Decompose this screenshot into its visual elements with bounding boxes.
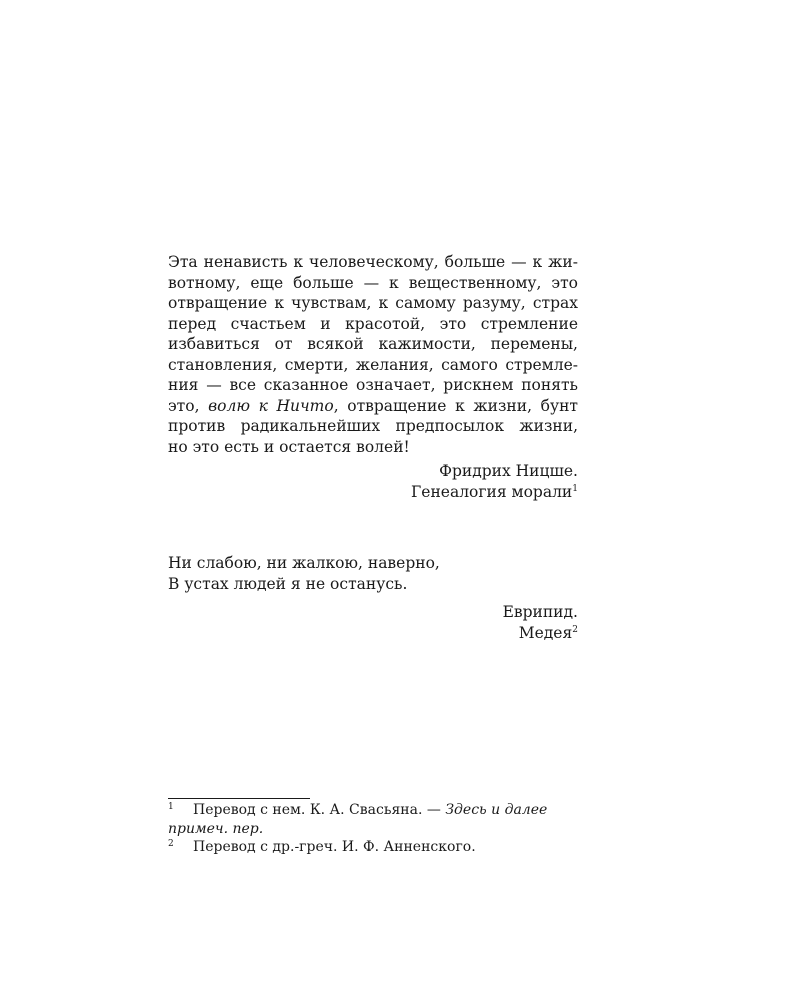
footnote-item	[168, 838, 578, 857]
epigraph-nietzsche	[168, 252, 578, 503]
epigraph-line: перед счастьем и красотой, это стремление	[168, 314, 578, 333]
epigraph-work-title: Медея	[518, 624, 573, 642]
epigraph-attribution	[168, 461, 578, 503]
epigraph-line-with-italic	[168, 396, 578, 417]
footnote-italic: Здесь и далее	[445, 802, 548, 818]
footnote-italic: примеч. пер.	[168, 820, 264, 837]
epigraph-attribution	[168, 602, 578, 644]
footnotes	[168, 801, 578, 857]
verse-line: Ни слабою, ни жалкою, наверно,	[168, 554, 440, 572]
epigraph-author: Фридрих Ницше.	[439, 462, 578, 480]
verse-line: В устах людей я не останусь.	[168, 574, 408, 593]
epigraph-line: против радикальнейших предпосылок жизни,	[168, 417, 578, 435]
epigraph-text: , отвращение к жизни, бунт	[333, 396, 578, 415]
footnote-mark: 2	[168, 839, 174, 849]
epigraph-work	[168, 482, 578, 503]
epigraph-line: Эта ненависть к человеческому, больше — к жи-	[168, 253, 578, 271]
epigraph-italic-phrase: волю к Ничто	[208, 396, 334, 415]
footnote-reference[interactable]: 1	[572, 484, 578, 494]
footnote-text-continued	[168, 820, 578, 839]
epigraph-line: избавиться от всякой кажимости, перемены,	[168, 335, 578, 353]
footnote-item	[168, 801, 578, 838]
epigraph-line: становления, смерти, желания, самого стремле-	[168, 355, 578, 374]
footnote-text: Перевод с др.-греч. И. Ф. Анненского.	[193, 839, 476, 855]
epigraph-author: Еврипид.	[502, 603, 578, 621]
footnote-reference[interactable]: 2	[572, 625, 578, 635]
epigraph-line: ния — все сказанное означает, рискнем понять	[168, 376, 578, 394]
footnote-body: Перевод с нем. К. А. Свасьяна. —	[193, 802, 446, 818]
epigraph-euripides	[168, 553, 578, 644]
epigraph-work-title: Генеалогия морали	[411, 483, 573, 501]
epigraph-work	[168, 623, 578, 644]
epigraph-line: но это есть и остается волей!	[168, 437, 410, 456]
epigraph-line: вотному, еще больше — к вещественному, это	[168, 273, 578, 292]
epigraph-line: отвращение к чувствам, к самому разуму, страх	[168, 294, 578, 312]
footnote-divider	[168, 798, 310, 799]
footnote-text	[168, 801, 578, 820]
footnote-mark: 1	[168, 802, 174, 812]
epigraph-text: это,	[168, 396, 209, 415]
